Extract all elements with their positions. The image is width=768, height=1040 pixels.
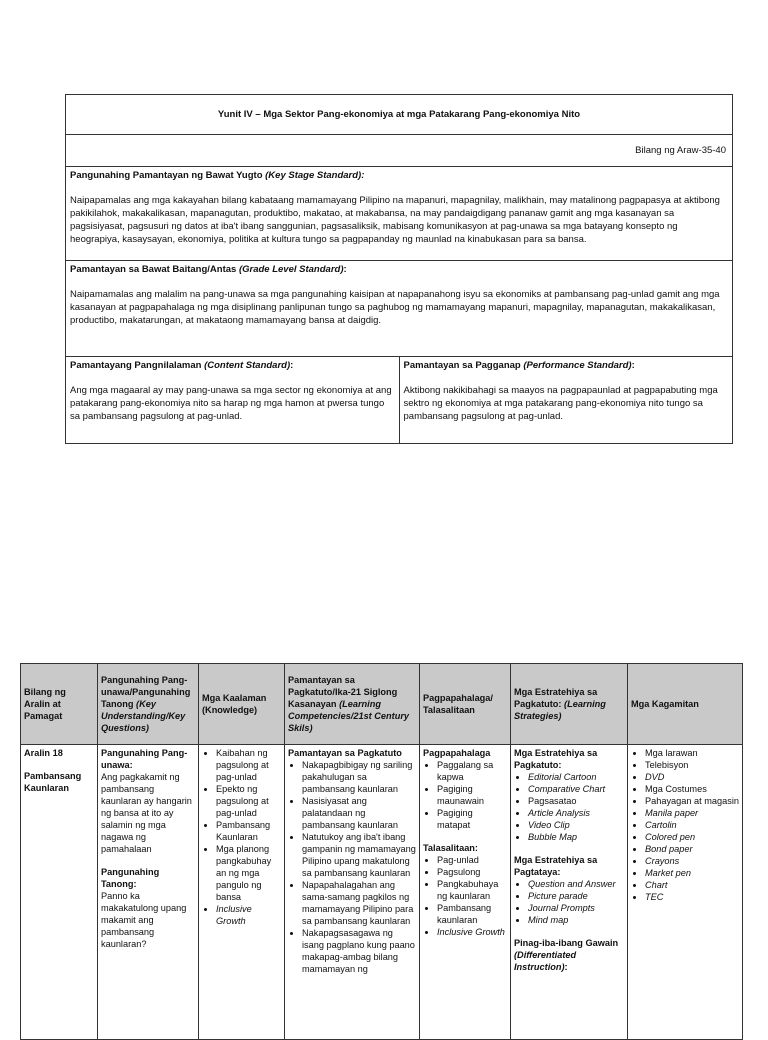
grade-level-text: Naipamamalas ang malalim na pang-unawa sa mga pangunahing kaisipan at napapanahong isyu sa ekonomiks at pambansang pag-unlad gamit ang mga kasanayan at pagpapahalaga ng mga disiplinang panlipunan tungo sa paghubog ng mamamayang mapanuri, mapagnilay, mapanagutan, makakalikasan, productibo, makatarungan, at makataong mamamayang bansa at daigdig.: [70, 289, 720, 326]
key-stage-label: Pangunahing Pamantayan ng Bawat Yugto: [70, 170, 266, 181]
unit-title: Yunit IV – Mga Sektor Pang-ekonomiya at mga Patakarang Pang-ekonomiya Nito: [66, 95, 732, 135]
lesson-row: [21, 745, 743, 1040]
list-item: • Colored pen: [645, 831, 739, 843]
learning-strategies-list: [514, 771, 624, 843]
list-item: • Mga Costumes: [645, 783, 739, 795]
list-item: • Pagsasatao: [528, 795, 624, 807]
key-stage-label-italic: (Key Stage Standard):: [265, 170, 365, 181]
list-item: • Journal Prompts: [528, 902, 624, 914]
di-heading-end: :: [564, 962, 568, 972]
list-item: • Chart: [645, 879, 739, 891]
key-stage-text: Naipapamalas ang mga kakayahan bilang kabataang mamamayang Pilipino na mapanuri, mapagnilay, malikhain, may matalinong pagpapasya at aktibong pakikilahok, makakalikasan, mapanagutan, produktibo, makatao, at makabansa, na may pandaigdigang pananaw gamit ang mga kasanayan sa pagsisiyasat, pagsusuri ng datos at iba't ibang sanggunian, pagsasaliksik, mabisang komunikasyon at pag-unawa sa mga batayang konsepto ng heograpiya, kasaysayan, ekonomiya, politika at kultura tungo sa pagpapanday ng maunlad na kinabukasan para sa bansa.: [70, 195, 720, 245]
aralin-title: Pambansang Kaunlaran: [24, 771, 82, 793]
header-competencies-text: Pamantayan sa Pagkatuto/Ika-21 Siglong Kasanayan: [288, 675, 398, 709]
header-knowledge: Mga Kaalaman (Knowledge): [199, 664, 285, 745]
list-item: • Editorial Cartoon: [528, 771, 624, 783]
list-item: • Pambansang Kaunlaran: [216, 819, 281, 843]
list-item: • Picture parade: [528, 890, 624, 902]
list-item: • Kaibahan ng pagsulong at pag-unlad: [216, 747, 281, 783]
header-strategies: [511, 664, 628, 745]
list-item: • Bond paper: [645, 843, 739, 855]
list-item: • DVD: [645, 771, 739, 783]
header-key-understanding-italic: (Key Understanding/Key Questions): [101, 699, 186, 733]
list-item: • Cartolin: [645, 819, 739, 831]
header-strategies-italic: (Learning Strategies): [514, 699, 606, 721]
competencies-list: [288, 759, 416, 975]
values-list: [423, 759, 507, 831]
list-item: • Inclusive Growth: [216, 903, 281, 927]
content-standard-label: Pamantayang Pangnilalaman: [70, 360, 205, 371]
pk-heading: Pamantayan sa Pagkatuto: [288, 748, 402, 758]
list-item: • Pag-unlad: [437, 854, 507, 866]
list-item: • Epekto ng pagsulong at pag-unlad: [216, 783, 281, 819]
grade-level-heading: [70, 263, 728, 276]
list-item: • Napapahalagahan ang sama-samang pagkilos ng mamamayang Pilipino para sa pambansang kaunlaran: [302, 879, 416, 927]
header-key-understanding-text: Pangunahing Pang-unawa/Pangunahing Tanong: [101, 675, 191, 709]
materials-cell: [628, 745, 743, 1040]
list-item: • Video Clip: [528, 819, 624, 831]
list-item: • Pagiging maunawain: [437, 783, 507, 807]
performance-standard-label-italic: (Performance Standard): [523, 360, 632, 371]
pp-heading: Pagpapahalaga: [423, 748, 491, 758]
aralin-number: Aralin 18: [24, 748, 63, 758]
list-item: • Crayons: [645, 855, 739, 867]
performance-standard-label: Pamantayan sa Pagganap: [403, 360, 524, 371]
di-heading: [514, 937, 624, 973]
grade-level-label-italic: (Grade Level Standard): [238, 264, 344, 275]
list-item: • Pagiging matapat: [437, 807, 507, 831]
pt-heading: Pangunahing Tanong:: [101, 867, 160, 889]
vocabulary-list: [423, 854, 507, 938]
performance-standard-cell: [400, 357, 733, 443]
aralin-cell: [21, 745, 98, 1040]
key-understanding-cell: [98, 745, 199, 1040]
materials-list: [631, 747, 739, 903]
pt-text: Panno ka makakatulong upang makamit ang pambansang kaunlaran?: [101, 891, 187, 949]
list-item: • Article Analysis: [528, 807, 624, 819]
knowledge-cell: [199, 745, 285, 1040]
es1-heading: Mga Estratehiya sa Pagkatuto:: [514, 748, 598, 770]
di-heading-italic: (Differentiated Instruction): [514, 950, 577, 972]
grade-level-label: Pamantayan sa Bawat Baitang/Antas: [70, 264, 239, 275]
list-item: • Pahayagan at magasin: [645, 795, 739, 807]
header-values: Pagpapahalaga/ Talasalitaan: [420, 664, 511, 745]
list-item: • Mga larawan: [645, 747, 739, 759]
knowledge-list: [202, 747, 281, 927]
list-item: • Question and Answer: [528, 878, 624, 890]
key-stage-section: [66, 167, 732, 261]
tl-heading: Talasalitaan:: [423, 843, 478, 853]
grade-level-section: [66, 261, 732, 357]
header-aralin: Bilang ng Aralin at Pamagat: [21, 664, 98, 745]
list-item: • Mga planong pangkabuhay an ng mga pangulo ng bansa: [216, 843, 281, 903]
header-competencies: [285, 664, 420, 745]
header-competencies-italic: (Learning Competencies/21st Century Skils): [288, 699, 410, 733]
key-stage-heading: [70, 169, 728, 182]
list-item: • Nakapagsasagawa ng isang pagplano kung paano makapag-ambag bilang mamamayan ng: [302, 927, 416, 975]
performance-standard-text: Aktibong nakikibahagi sa maayos na pagpapaunlad at pagpapabuting mga sektro ng ekonomiya at mga patakarang pang-ekonomiya nito tungo sa pambansang pagsulong at pag-unlad.: [403, 385, 718, 422]
list-item: • Telebisyon: [645, 759, 739, 771]
content-standard-heading: [70, 359, 395, 372]
list-item: • Comparative Chart: [528, 783, 624, 795]
pu-heading: Pangunahing Pang-unawa:: [101, 748, 188, 770]
header-materials: Mga Kagamitan: [628, 664, 743, 745]
standards-table: [65, 94, 733, 444]
list-item: • Nasisiyasat ang palatandaan ng pambansang kaunlaran: [302, 795, 416, 831]
performance-standard-heading: [404, 359, 729, 372]
competencies-cell: [285, 745, 420, 1040]
list-item: • Pangkabuhaya ng kaunlaran: [437, 878, 507, 902]
lesson-table-header: [21, 664, 743, 745]
strategies-cell: [511, 745, 628, 1040]
values-cell: [420, 745, 511, 1040]
list-item: • Pagsulong: [437, 866, 507, 878]
standards-split: [66, 357, 732, 443]
list-item: • Inclusive Growth: [437, 926, 507, 938]
content-standard-label-italic: (Content Standard): [204, 360, 291, 371]
list-item: • Bubble Map: [528, 831, 624, 843]
performance-standard-label-end: :: [631, 360, 635, 371]
list-item: • Mind map: [528, 914, 624, 926]
pu-text: Ang pagkakamit ng pambansang kaunlaran ay hangarin ng bansa at ito ay salamin ng mga nagawa ng pamahalaan: [101, 772, 192, 854]
content-standard-text: Ang mga magaaral ay may pang-unawa sa mga sector ng ekonomiya at ang patakarang pang-ekonomiya nito sa harap ng mga hamon at pwersa tungo sa pambansang pagsulong at pag-unlad.: [70, 385, 392, 422]
header-strategies-text: Mga Estratehiya sa Pagkatuto:: [514, 687, 598, 709]
list-item: • Paggalang sa kapwa: [437, 759, 507, 783]
list-item: • Manila paper: [645, 807, 739, 819]
content-standard-label-end: :: [290, 360, 294, 371]
list-item: • Natutukoy ang iba't ibang gampanin ng mamamayang Pilipino upang makatulong sa pambansang kaunlaran: [302, 831, 416, 879]
assessment-strategies-list: [514, 878, 624, 926]
es2-heading: Mga Estratehiya sa Pagtataya:: [514, 855, 598, 877]
list-item: • Nakapagbibigay ng sariling pakahulugan sa pambansang kaunlaran: [302, 759, 416, 795]
content-standard-cell: [66, 357, 400, 443]
di-heading-text: Pinag-iba-ibang Gawain: [514, 938, 619, 948]
list-item: • Pambansang kaunlaran: [437, 902, 507, 926]
days-count: Bilang ng Araw-35-40: [66, 135, 732, 167]
lesson-table: [20, 663, 743, 1040]
list-item: • Market pen: [645, 867, 739, 879]
list-item: • TEC: [645, 891, 739, 903]
header-key-understanding: [98, 664, 199, 745]
grade-level-label-end: :: [343, 264, 347, 275]
